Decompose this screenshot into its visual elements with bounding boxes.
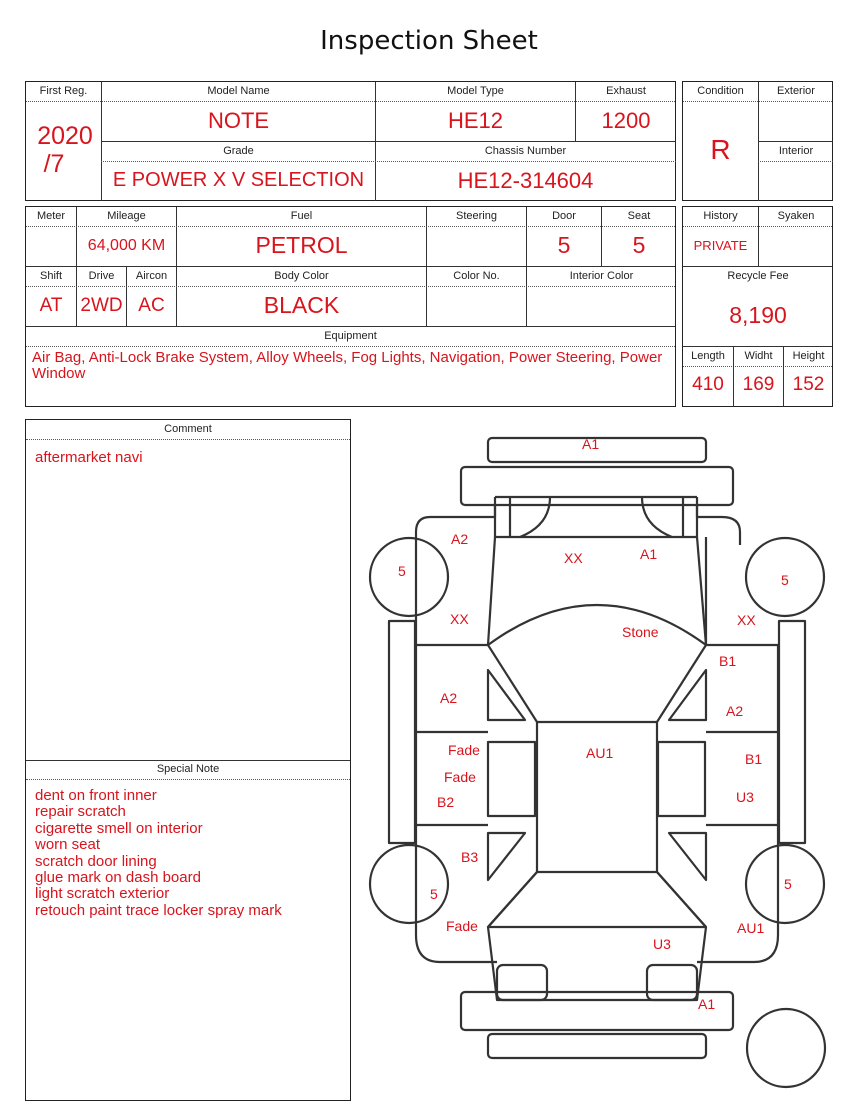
damage-mark: AU1 xyxy=(737,920,765,936)
special-note-line: light scratch exterior xyxy=(35,885,170,903)
damage-mark: B1 xyxy=(745,751,763,767)
special-note-line: cigarette smell on interior xyxy=(35,819,203,837)
drive-value: 2WD xyxy=(80,295,123,316)
meter-label: Meter xyxy=(36,210,66,222)
damage-mark: Fade xyxy=(448,742,480,758)
recycle-fee-label: Recycle Fee xyxy=(727,270,789,282)
model-name-label: Model Name xyxy=(207,85,270,97)
damage-mark: A1 xyxy=(698,996,716,1012)
damage-mark: U3 xyxy=(736,789,754,805)
special-note-line: retouch paint trace locker spray mark xyxy=(35,901,282,919)
first-reg-value-line2: /7 xyxy=(43,150,65,178)
damage-mark: 5 xyxy=(430,886,438,902)
comment-text: aftermarket navi xyxy=(35,449,143,466)
damage-mark: Stone xyxy=(622,624,659,640)
fuel-value: PETROL xyxy=(255,232,348,258)
damage-mark: 5 xyxy=(784,876,792,892)
recycle-fee-value: 8,190 xyxy=(729,302,787,328)
fuel-label: Fuel xyxy=(290,210,313,222)
model-type-value: HE12 xyxy=(447,108,504,133)
damage-mark: XX xyxy=(450,611,469,627)
damage-mark: B1 xyxy=(719,653,737,669)
damage-mark: XX xyxy=(564,550,583,566)
damage-marks xyxy=(398,436,792,1012)
seat-label: Seat xyxy=(627,210,651,222)
condition-value: R xyxy=(710,134,731,165)
history-value: PRIVATE xyxy=(693,238,748,253)
damage-mark: 5 xyxy=(398,563,406,579)
damage-mark: 5 xyxy=(781,572,789,588)
exhaust-label: Exhaust xyxy=(606,85,646,97)
first-reg-label: First Reg. xyxy=(39,85,88,97)
special-note-line: scratch door lining xyxy=(35,852,157,870)
drive-label: Drive xyxy=(88,270,115,282)
body-color-label: Body Color xyxy=(274,270,329,282)
height-label: Height xyxy=(792,350,825,362)
special-note-line: dent on front inner xyxy=(35,787,157,804)
damage-mark: U3 xyxy=(653,936,671,952)
car-damage-diagram xyxy=(360,430,836,1095)
special-note-line: glue mark on dash board xyxy=(35,869,201,887)
special-note-list xyxy=(35,788,345,919)
damage-mark: A2 xyxy=(726,703,744,719)
syaken-label: Syaken xyxy=(777,210,815,222)
damage-mark: A1 xyxy=(640,546,658,562)
exhaust-value: 1200 xyxy=(601,108,651,133)
history-label: History xyxy=(703,210,738,222)
mileage-label: Mileage xyxy=(107,210,146,222)
page-title: Inspection Sheet xyxy=(320,26,538,56)
damage-mark: B3 xyxy=(461,849,479,865)
history-table xyxy=(682,206,833,407)
special-note-line: worn seat xyxy=(35,836,101,854)
door-value: 5 xyxy=(557,232,571,258)
model-type-label: Model Type xyxy=(447,85,504,97)
specs-table xyxy=(25,206,676,407)
mileage-value: 64,000 KM xyxy=(87,237,166,254)
length-value: 410 xyxy=(692,374,724,395)
comment-panel xyxy=(25,419,351,1101)
equipment-value: Air Bag, Anti-Lock Brake System, Alloy Wheels, Fog Lights, Navigation, Power Steering, Power Window xyxy=(32,349,663,382)
steering-label: Steering xyxy=(456,210,497,222)
width-value: 169 xyxy=(742,374,775,395)
door-label: Door xyxy=(552,210,576,222)
length-label: Length xyxy=(691,350,725,362)
interior-color-label: Interior Color xyxy=(569,270,634,282)
grade-value: E POWER X V SELECTION xyxy=(112,169,365,191)
condition-table xyxy=(682,81,833,201)
height-value: 152 xyxy=(792,374,825,395)
width-label: Widht xyxy=(744,350,773,362)
first-reg-value-line1: 2020 xyxy=(37,122,93,150)
equipment-label: Equipment xyxy=(324,330,377,342)
damage-mark: B2 xyxy=(437,794,455,810)
shift-label: Shift xyxy=(39,270,62,282)
aircon-value: AC xyxy=(138,295,165,316)
chassis-value: HE12-314604 xyxy=(457,168,594,193)
color-no-label: Color No. xyxy=(453,270,500,282)
condition-label: Condition xyxy=(697,85,744,97)
damage-mark: A2 xyxy=(451,531,469,547)
interior-label: Interior xyxy=(778,145,814,157)
seat-value: 5 xyxy=(632,232,646,258)
damage-mark: Fade xyxy=(446,918,478,934)
grade-label: Grade xyxy=(223,145,254,157)
vehicle-header-table xyxy=(25,81,676,201)
damage-mark: A2 xyxy=(440,690,458,706)
model-name-value: NOTE xyxy=(207,108,270,133)
damage-mark: Fade xyxy=(444,769,476,785)
damage-mark: AU1 xyxy=(586,745,614,761)
damage-mark: XX xyxy=(737,612,756,628)
exterior-label: Exterior xyxy=(777,85,815,97)
aircon-label: Aircon xyxy=(135,270,168,282)
special-note-line: repair scratch xyxy=(35,803,126,821)
comment-label: Comment xyxy=(164,423,212,435)
damage-mark: A1 xyxy=(582,436,600,452)
body-color-value: BLACK xyxy=(263,292,340,318)
shift-value: AT xyxy=(39,295,63,316)
chassis-label: Chassis Number xyxy=(484,145,567,157)
special-note-label: Special Note xyxy=(156,763,220,775)
